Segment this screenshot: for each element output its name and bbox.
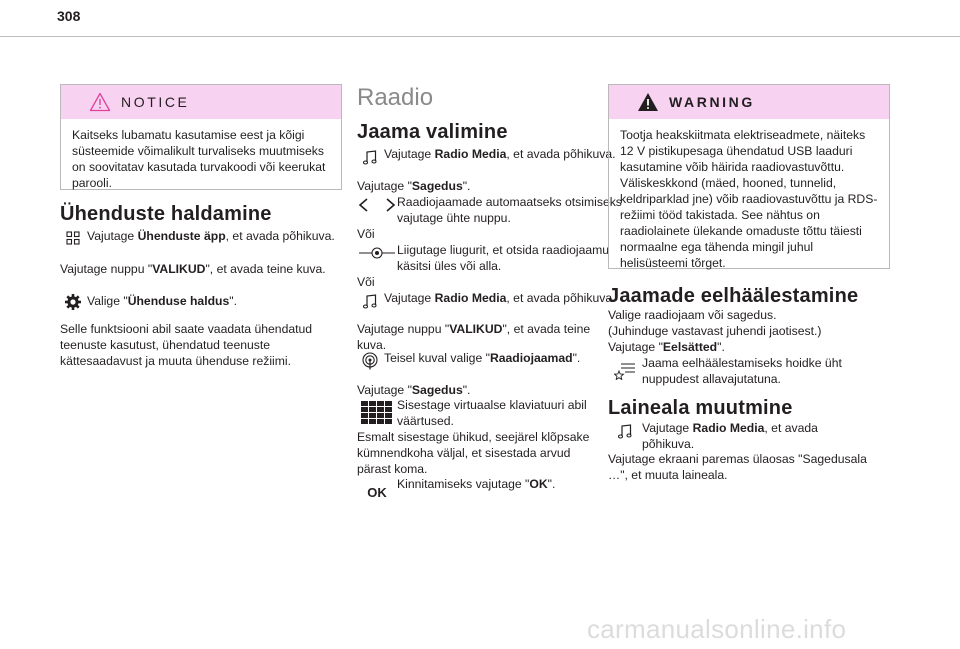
music-note-icon: [357, 290, 382, 310]
presets-title: Jaamade eelhäälestamine: [608, 285, 859, 307]
station-select-title: Jaama valimine: [357, 121, 508, 143]
radio-step-1: Vajutage Radio Media, et avada põhikuva.: [357, 146, 639, 166]
apps-grid-icon: [60, 228, 85, 248]
slider-icon: [357, 242, 397, 262]
connections-paragraph: Selle funktsiooni abil saate vaadata ühendatud teenuste kasutust, ühendatud teenuste kättesaadavust ja muuta ühenduse režiimi.: [60, 322, 313, 368]
ok-icon: [357, 476, 397, 500]
music-note-icon: [608, 420, 642, 440]
waveband-step-1: Vajutage Radio Media, et avada põhikuva.: [608, 420, 890, 452]
gear-icon: [60, 293, 85, 313]
music-note-icon: [357, 146, 382, 166]
presets-step-4: Jaama eelhäälestamiseks hoidke üht nuppudest allavajutatuna.: [608, 355, 890, 387]
waveband-title: Laineala muutmine: [608, 397, 793, 419]
radio-step-3: Raadiojaamade automaatseks otsimiseks vajutage ühte nuppu.: [357, 194, 639, 226]
radio-line-10: Esmalt sisestage ühikud, seejärel klõpsake kümnendkoha väljal, et sisestada arvud pärast koma.: [357, 430, 590, 476]
connections-title: Ühenduste haldamine: [60, 203, 272, 225]
keypad-icon: [357, 397, 397, 417]
page-number: 308: [57, 8, 81, 24]
chevrons-icon: [357, 194, 397, 214]
ok-icon-label: OK: [367, 485, 387, 500]
radio-line-6: Vajutage nuppu "VALIKUD", et avada teine kuva.: [357, 322, 591, 352]
radio-step-4: Liigutage liugurit, et otsida raadiojaamu käsitsi üles või alla.: [357, 242, 639, 274]
notice-header: [61, 85, 341, 119]
connections-step-1: Vajutage Ühenduste äpp, et avada põhikuva.: [60, 228, 342, 248]
connections-line-2: Vajutage nuppu "VALIKUD", et avada teine kuva.: [60, 262, 326, 276]
radio-step-7: Teisel kuval valige "Raadiojaamad".: [357, 350, 639, 370]
notice-box: [60, 84, 342, 190]
notice-heading: NOTICE: [121, 94, 190, 110]
warning-triangle-icon: [637, 92, 659, 112]
radio-line-2: Vajutage "Sagedus".: [357, 179, 471, 193]
radio-station-icon: [357, 350, 382, 370]
presets-line-2: (Juhinduge vastavast juhendi jaotisest.): [608, 324, 822, 338]
radio-or-1: Või: [357, 227, 375, 241]
radio-or-2: Või: [357, 275, 375, 289]
header-divider: [0, 36, 960, 37]
radio-line-8: Vajutage "Sagedus".: [357, 383, 471, 397]
radio-section-title: Raadio: [357, 84, 434, 111]
radio-step-9: Sisestage virtuaalse klaviatuuri abil väärtused.: [357, 397, 639, 429]
radio-step-11: OK Kinnitamiseks vajutage "OK".: [357, 476, 639, 496]
star-list-icon: [608, 355, 642, 375]
presets-line-3: Vajutage "Eelsätted".: [608, 340, 725, 354]
warning-heading: WARNING: [669, 94, 755, 110]
presets-line-1: Valige raadiojaam või sagedus.: [608, 308, 777, 322]
warning-text: Tootja heakskiitmata elektriseadmete, näiteks 12 V pistikupesaga ühendatud USB laaduri kasutamine võib häirida raadiovastuvõttu. Väliskeskkond (mäed, hooned, tunnelid, keldriparklad jne) võib raadiovastuvõttu ja RDS-režiimi tööd takistada. See nähtus on raadiolainete ülekande omaduste tõttu täiesti normaalne ega tähenda mingil juhul helisüsteemi tõrget.: [620, 128, 878, 270]
waveband-line-2: Vajutage ekraani paremas ülaosas "Sagedusala …", et muuta laineala.: [608, 452, 867, 482]
notice-text: Kaitseks lubamatu kasutamise eest ja kõigi süsteemide võimalikult turvaliseks muutmiseks on soovitatav kasutada turvakoodi või keerukat parooli.: [72, 128, 326, 190]
warning-header: [609, 85, 889, 119]
watermark: carmanualsonline.info: [587, 614, 847, 644]
connections-step-3: Valige "Ühenduse haldus".: [60, 293, 342, 313]
radio-step-5: Vajutage Radio Media, et avada põhikuva.: [357, 290, 639, 310]
warning-triangle-icon: [89, 92, 111, 112]
warning-box: [608, 84, 890, 269]
